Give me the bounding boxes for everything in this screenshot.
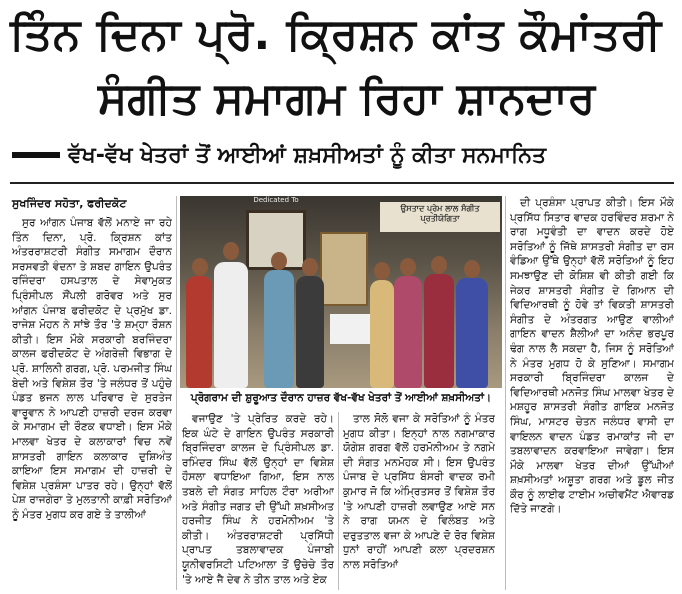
headline-line-2: ਸੰਗੀਤ ਸਮਾਗਮ ਰਿਹਾ ਸ਼ਾਨਦਾਰ — [98, 73, 596, 124]
article-column-3 — [343, 412, 495, 590]
byline: ਸੁਖਜਿੰਦਰ ਸਹੋਤਾ, ਫਰੀਦਕੋਟ — [12, 197, 127, 210]
photo-table — [330, 314, 370, 344]
person-figure — [214, 262, 248, 388]
photo-caption: ਪ੍ਰੋਗਰਾਮ ਦੀ ਸ਼ੁਰੂਆਤ ਦੌਰਾਨ ਹਾਜ਼ਰ ਵੱਖ-ਵੱਖ ਖੇਤਰਾਂ ਤੋਂ ਆਈਆਂ ਸ਼ਖ਼ਸੀਅਤਾਂ। — [180, 388, 502, 408]
person-head — [400, 258, 416, 276]
headline-line-1: ਤਿੰਨ ਦਿਨਾ ਪ੍ਰੋ. ਕ੍ਰਿਸ਼ਨ ਕਾਂਤ ਕੌਮਾਂਤਰੀ — [10, 9, 662, 60]
person-head — [464, 260, 480, 278]
person-head — [431, 256, 447, 274]
person-head — [302, 258, 318, 276]
subheadline-marker — [12, 152, 60, 158]
person-head — [271, 252, 287, 270]
person-figure — [424, 274, 454, 388]
header-rule — [10, 182, 674, 184]
column-1-text: ਸੁਰ ਆਂਗਨ ਪੰਜਾਬ ਵੱਲੋਂ ਮਨਾਏ ਜਾ ਰਹੇ ਤਿੰਨ ਦਿਨਾ, ਪ੍ਰੋ. ਕ੍ਰਿਸ਼ਨ ਕਾਂਤ ਅੰਤਰਰਾਸ਼ਟਰੀ ਸੰਗੀਤ ਸਮਾਗਮ ਦੌਰਾਨ ਸਰਸਵਤੀ ਵੰਦਨਾ ਤੇ ਸ਼ਬਦ ਗਾਇਨ ਉਪਰੰਤ ਰਜਿੰਦਰਾ ਹਸਪਤਾਲ ਦੇ ਸੇਵਾਮੁਕਤ ਪ੍ਰਿੰਸੀਪਲ ਸੌਂਪਲੀ ਗਰੋਵਰ ਅਤੇ ਸੁਰ ਆਂਗਨ ਪੰਜਾਬ ਫਰੀਦਕੋਟ ਦੇ ਪ੍ਰਮੁੱਖ ਡਾ. ਰਾਜੇਸ਼ ਮੋਹਨ ਨੇ ਸਾਂਝੇ ਤੌਰ 'ਤੇ ਸ਼ਮ੍ਹਾ ਰੌਸ਼ਨ ਕੀਤੀ। ਇਸ ਮੌਕੇ ਸਰਕਾਰੀ ਬਰਜਿੰਦਰਾ ਕਾਲਜ ਫਰੀਦਕੋਟ ਦੇ ਅੰਗਰੇਜ਼ੀ ਵਿਭਾਗ ਦੇ ਪ੍ਰੋ. ਸ਼ਾਲਿਨੀ ਗਰਗ, ਪ੍ਰੋ. ਪਰਮਜੀਤ ਸਿੰਘ ਬੇਦੀ ਅਤੇ ਵਿਸ਼ੇਸ਼ ਤੌਰ 'ਤੇ ਜਲੰਧਰ ਤੋਂ ਪਹੁੰਚੇ ਪੰਡਤ ਭਜਨ ਲਾਲ ਪਰਿਵਾਰ ਦੇ ਸੁਰਤੇਜ ਵਾਰੂਵਾਨ ਨੇ ਆਪਣੀ ਹਾਜ਼ਰੀ ਦਰਜ ਕਰਵਾ ਕੇ ਸਮਾਗਮ ਦੀ ਰੌਣਕ ਵਧਾਈ। ਇਸ ਮੌਕੇ ਮਾਲਵਾ ਖੇਤਰ ਦੇ ਕਲਾਕਾਰਾਂ ਵਿਚ ਨਵੇਂ ਸ਼ਾਸਤਰੀ ਗਾਇਨ ਕਲਾਕਾਰ ਦੁਸ਼ਿਅੰਤ ਕਾਇਆ ਇਸ ਸਮਾਗਮ ਦੀ ਹਾਜ਼ਰੀ ਦੇ ਵਿਸ਼ੇਸ਼ ਪ੍ਰਸ਼ੰਸਾ ਪਾਤਰ ਰਹੇ। ਉਨ੍ਹਾਂ ਵੱਲੋਂ ਪੇਸ਼ ਰਾਜਗੇਰਾ ਤੇ ਮੁਲਤਾਨੀ ਕਾਫ਼ੀ ਸਰੋਤਿਆਂ ਨੂੰ ਮੰਤਰ ਮੁਗਧ ਕਰ ਗਏ ਤੇ ਤਾਲੀਆਂ — [12, 217, 172, 521]
column-divider — [505, 196, 506, 590]
column-4-text: ਦੀ ਪ੍ਰਸ਼ੰਸਾ ਪ੍ਰਾਪਤ ਕੀਤੀ। ਇਸ ਮੌਕੇ ਪ੍ਰਸਿੱਧ ਸਿਤਾਰ ਵਾਦਕ ਹਰਵਿੰਦਰ ਸ਼ਰਮਾ ਨੇ ਰਾਗ ਮਧੂਵੰਤੀ ਦਾ ਵਾਦਨ ਕਰਦੇ ਹੋਏ ਸਰੋਤਿਆਂ ਨੂੰ ਜਿੱਥੇ ਸ਼ਾਸਤਰੀ ਸੰਗੀਤ ਦਾ ਰਸ ਵੰਡਿਆ ਉੱਥੇ ਉਨ੍ਹਾਂ ਵੱਲੋਂ ਸਰੋਤਿਆਂ ਨੂੰ ਇਹ ਸਮਝਾਉਣ ਦੀ ਕੋਸ਼ਿਸ਼ ਵੀ ਕੀਤੀ ਗਈ ਕਿ ਜੇਕਰ ਸ਼ਾਸਤਰੀ ਸੰਗੀਤ ਦੇ ਗਿਆਨ ਦੀ ਵਿਦਿਆਰਥੀ ਨੂੰ ਹੋਵੇ ਤਾਂ ਵਿਕਤੀ ਸ਼ਾਸਤਰੀ ਸੰਗੀਤ ਦੇ ਅੰਤਰਗਤ ਆਉਣ ਵਾਲੀਆਂ ਗਾਇਨ ਵਾਦਨ ਸ਼ੈਲੀਆਂ ਦਾ ਅਨੰਦ ਭਰਪੂਰ ਢੰਗ ਨਾਲ ਲੈ ਸਕਦਾ ਹੈ, ਜਿਸ ਨੂੰ ਸਰੋਤਿਆਂ ਨੇ ਮੰਤਰ ਮੁਗਧ ਹੋ ਕੇ ਸੁਣਿਆ। ਸਮਾਗਮ ਸਰਕਾਰੀ ਬ੍ਰਿਜਿੰਦਰਾ ਕਾਲਜ ਦੇ ਵਿਦਿਆਰਥੀ ਮਨਜੋਤ ਸਿੰਘ ਮਾਲਵਾ ਖੇਤਰ ਦੇ ਮਸ਼ਹੂਰ ਸ਼ਾਸਤਰੀ ਸੰਗੀਤ ਗਾਇਕ ਮਨਜੋਤ ਸਿੰਘ, ਮਾਸਟਰ ਚੇਤਨ ਜਲੰਧਰ ਵਾਸੀ ਦਾ ਵਾਇਲਨ ਵਾਦਨ ਪੰਡਤ ਰਮਾਕਾਂਤ ਜੀ ਦਾ ਤਬਲਾਵਾਦਨ ਕਰਵਾਇਆ ਜਾਵੇਗਾ। ਇਸ ਮੌਕੇ ਮਾਲਵਾ ਖੇਤਰ ਦੀਆਂ ਉੱਘੀਆਂ ਸ਼ਖ਼ਸੀਅਤਾਂ ਅਸ਼ੂਤਾ ਗਰਗ ਅਤੇ ਡੂਲ ਜੀਤ ਕੌਰ ਨੂੰ ਲਾਈਫ ਟਾਈਮ ਅਚੀਵਮੈਂਟ ਐਵਾਰਡ ਦਿੱਤੇ ਜਾਣਗੇ। — [510, 197, 674, 516]
person-figure — [370, 280, 394, 388]
photo-display-stand — [320, 232, 368, 306]
person-head — [374, 262, 390, 280]
person-head — [192, 258, 208, 276]
column-divider — [176, 196, 177, 590]
subheadline: ਵੱਖ-ਵੱਖ ਖੇਤਰਾਂ ਤੋਂ ਆਈਆਂ ਸ਼ਖ਼ਸੀਅਤਾਂ ਨੂੰ ਕੀਤਾ ਸਨਮਾਨਿਤ — [68, 143, 547, 168]
event-photo — [180, 196, 502, 388]
article-column-4 — [510, 196, 674, 590]
column-3-text: ਤਾਲ ਸੋਲੋ ਵਜਾ ਕੇ ਸਰੋਤਿਆਂ ਨੂੰ ਮੰਤਰ ਮੁਗਧ ਕੀਤਾ। ਇਨ੍ਹਾਂ ਨਾਲ ਨਗਮਾਕਾਰ ਯੋਗੇਸ਼ ਗਰਗ ਵੱਲੋਂ ਹਰਮੋਨੀਅਮ ਤੇ ਨਗਮੇ ਦੀ ਸੰਗਤ ਮਨਮੋਹਕ ਸੀ। ਇਸ ਉਪਰੰਤ ਪੰਜਾਬ ਦੇ ਪ੍ਰਸਿੱਧ ਬੰਸਰੀ ਵਾਦਕ ਰਮੀ ਕੁਮਾਰ ਜੋ ਕਿ ਅੰਮ੍ਰਿਤਸਰ ਤੋਂ ਵਿਸ਼ੇਸ਼ ਤੌਰ 'ਤੇ ਆਪਣੀ ਹਾਜ਼ਰੀ ਲਵਾਉਣ ਆਏ ਸਨ ਨੇ ਰਾਗ ਯਮਨ ਦੇ ਵਿਲੰਬਤ ਅਤੇ ਦਰੁਤਤਾਲ ਵਜਾ ਕੇ ਆਪਣੇ ਦੋ ਰੋਰ ਵਿਸ਼ੇਸ਼ ਧੁਨਾਂ ਰਾਹੀਂ ਆਪਣੀ ਕਲਾ ਪ੍ਰਦਰਸ਼ਨ ਨਾਲ ਸਰੋਤਿਆਂ — [343, 413, 495, 571]
person-figure — [456, 278, 488, 388]
column-2-text: ਵਜਾਉਣ 'ਤੇ ਪ੍ਰੇਰਿਤ ਕਰਦੇ ਰਹੇ। ਇਕ ਘੰਟੇ ਦੇ ਗਾਇਨ ਉਪਰੰਤ ਸਰਕਾਰੀ ਬ੍ਰਿਜਿੰਦਰਾ ਕਾਲਜ ਦੇ ਪ੍ਰਿੰਸੀਪਲ ਡਾ. ਰਮਿੰਦਰ ਸਿੰਘ ਵੱਲੋਂ ਉਨ੍ਹਾਂ ਦਾ ਵਿਸ਼ੇਸ਼ ਹੌਸਲਾ ਵਧਾਇਆ ਗਿਆ, ਇਸ ਨਾਲ ਤਬਲੇ ਦੀ ਸੰਗਤ ਸਾਹਿਲ ਟੌਰਾ ਅਰੀਆ ਅਤੇ ਸੰਗੀਤ ਜਗਤ ਦੀ ਉੱਘੀ ਸ਼ਖ਼ਸੀਅਤ ਹਰਜੀਤ ਸਿੰਘ ਨੇ ਹਰਮੋਨੀਅਮ 'ਤੇ ਕੀਤੀ। ਅੰਤਰਰਾਸ਼ਟਰੀ ਪ੍ਰਸਿੱਧੀ ਪ੍ਰਾਪਤ ਤਬਲਾਵਾਦਕ ਪੰਜਾਬੀ ਯੂਨੀਵਰਸਿਟੀ ਪਟਿਆਲਾ ਤੋਂ ਉਚੇਚੇ ਤੌਰ 'ਤੇ ਆਏ ਜੈ ਦੇਵ ਨੇ ਤੀਨ ਤਾਲ ਅਤੇ ਏਕ — [182, 413, 334, 586]
person-figure — [186, 276, 212, 388]
photo-frame-label: Dedicated To — [253, 196, 299, 204]
article-column-1 — [12, 216, 172, 590]
article-column-2 — [182, 412, 334, 590]
person-figure — [394, 276, 422, 388]
person-figure — [264, 270, 294, 388]
column-divider — [338, 412, 339, 590]
photo-banner-text: ਉਸਤਾਦ ਪ੍ਰੇਮ ਲਾਲ ਸੰਗੀਤ ਪ੍ਰਤੀਯੋਗਿਤਾ — [400, 204, 480, 223]
person-figure — [296, 276, 324, 388]
person-head — [223, 242, 239, 260]
